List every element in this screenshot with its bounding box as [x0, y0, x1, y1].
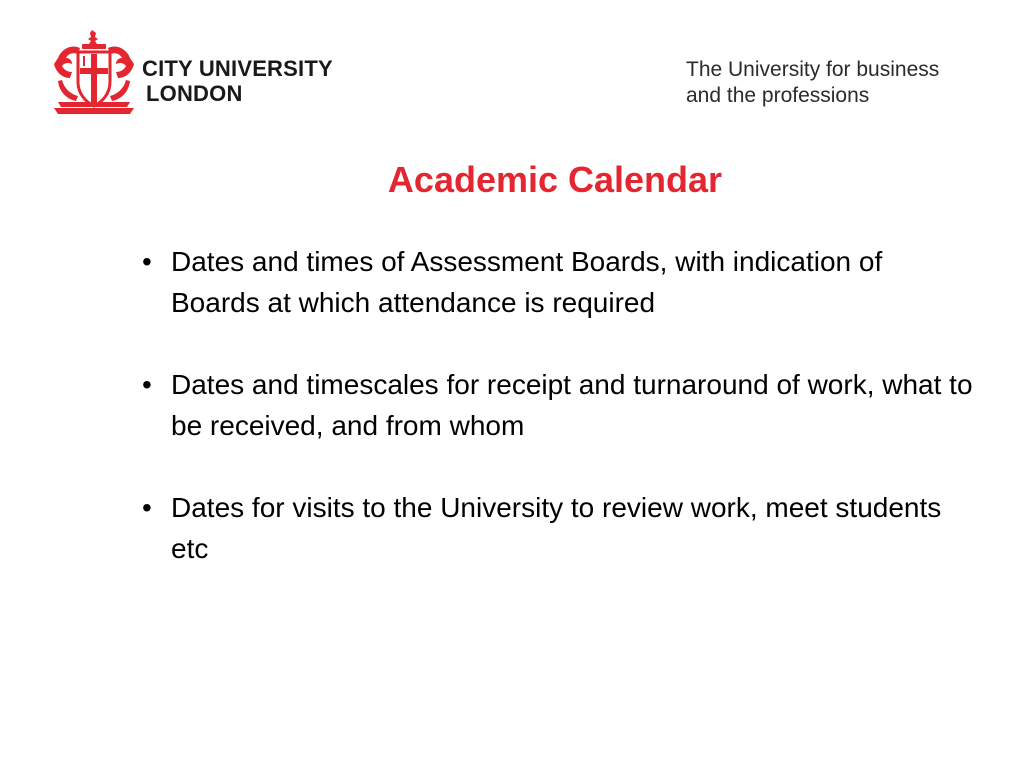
bullet-list: [142, 241, 978, 610]
university-logo-text: [142, 56, 333, 106]
bullet-item: [142, 364, 978, 446]
slide-title: Academic Calendar: [387, 159, 723, 200]
logo-line-1: CITY UNIVERSITY: [142, 56, 333, 81]
bullet-dot-icon: •: [142, 369, 152, 400]
university-crest-icon: [52, 28, 136, 116]
logo-line-2: LONDON: [146, 81, 243, 106]
bullet-dot-icon: •: [142, 246, 152, 277]
bullet-item: [142, 241, 978, 323]
tagline-line-1: The University for business: [686, 58, 940, 81]
bullet-text: Dates and timescales for receipt and turnaround of work, what to be received, and from whom: [171, 369, 973, 441]
university-tagline: [686, 57, 939, 109]
bullet-item: [142, 487, 978, 569]
bullet-text: Dates for visits to the University to review work, meet students etc: [171, 492, 942, 564]
bullet-text: Dates and times of Assessment Boards, with indication of Boards at which attendance is required: [171, 246, 883, 318]
tagline-line-2: and the professions: [686, 84, 870, 107]
bullet-dot-icon: •: [142, 492, 152, 523]
